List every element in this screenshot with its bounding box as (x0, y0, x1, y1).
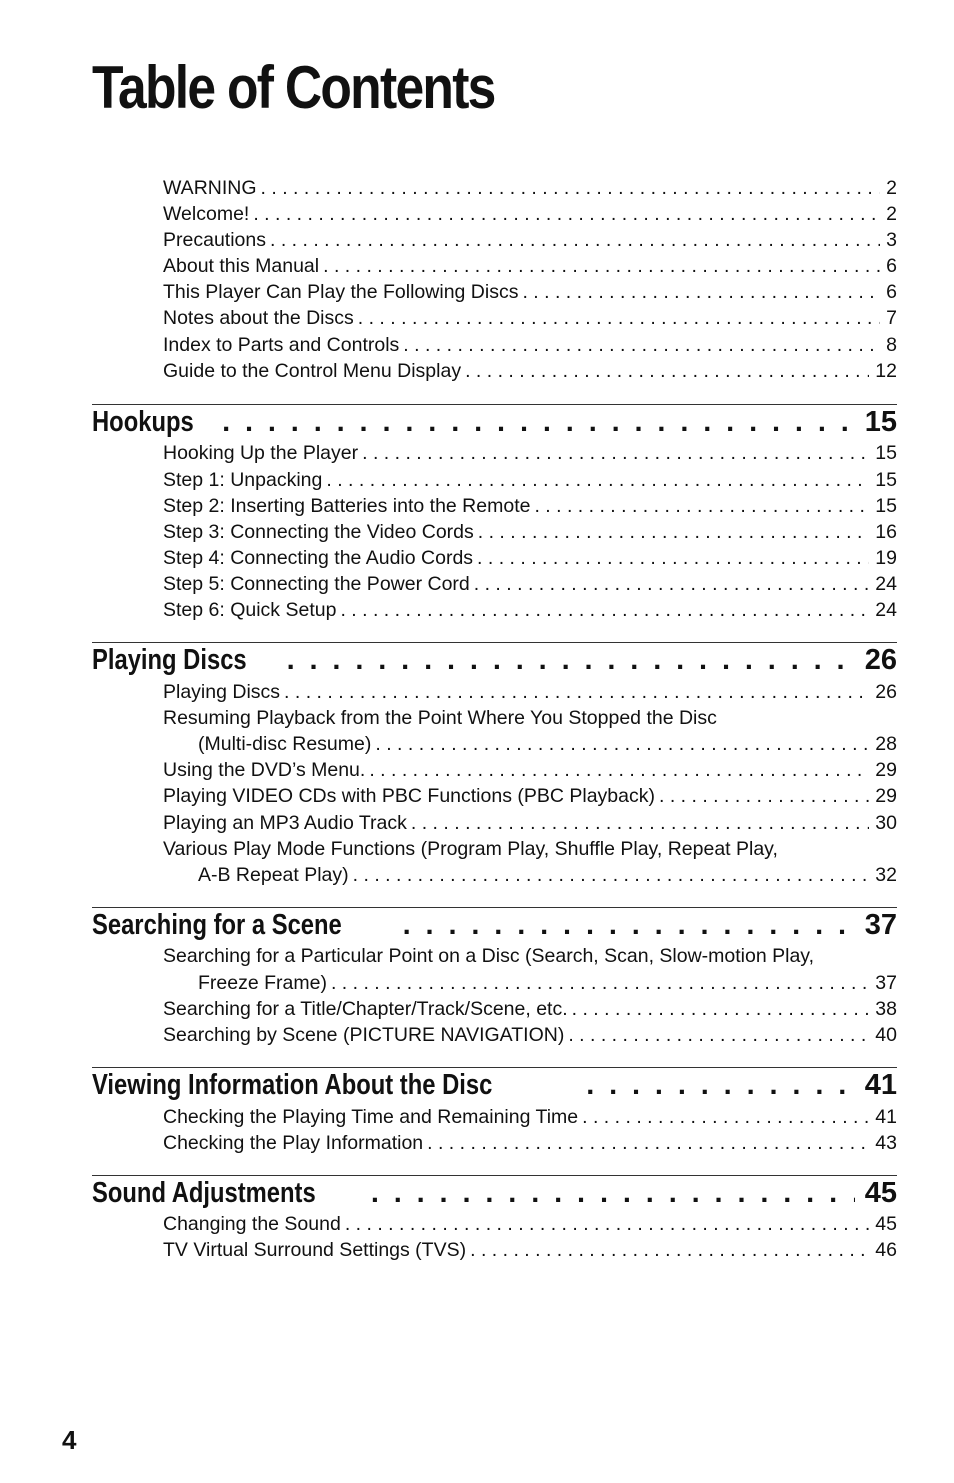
toc-entry-label: Precautions (163, 229, 266, 251)
dot-leader (280, 679, 869, 705)
section-page: 45 (864, 1177, 897, 1209)
toc-entry-label: Notes about the Discs (163, 307, 354, 329)
section-heading-viewing-information[interactable] (92, 1067, 897, 1103)
dot-leader (322, 467, 869, 493)
toc-entry-label: Checking the Play Information (163, 1132, 424, 1154)
toc-entry-label: Playing VIDEO CDs with PBC Functions (PBC Playback) (163, 785, 655, 807)
dot-leader (349, 862, 870, 888)
toc-entry[interactable] (163, 597, 897, 623)
toc-entry[interactable] (163, 493, 897, 519)
page-title: Table of Contents (92, 54, 495, 121)
toc-entry-label: Welcome! (163, 203, 250, 225)
toc-entry-label: Step 4: Connecting the Audio Cords (163, 547, 474, 569)
dot-leader (371, 731, 869, 757)
toc-entry-page: 38 (875, 998, 897, 1020)
section-heading-hookups[interactable] (92, 404, 897, 440)
section-title: Hookups (92, 406, 194, 438)
toc-entry[interactable] (163, 1237, 897, 1263)
toc-entry-label: Various Play Mode Functions (Program Play, Shuffle Play, Repeat Play, (163, 838, 778, 860)
section-title: Viewing Information About the Disc (92, 1069, 493, 1101)
toc-entry-label: Searching by Scene (PICTURE NAVIGATION) (163, 1024, 565, 1046)
dot-leader (266, 227, 880, 253)
toc-entry-label: Playing an MP3 Audio Track (163, 812, 407, 834)
dot-leader (578, 1104, 869, 1130)
dot-leader (461, 358, 869, 384)
dot-leader (407, 810, 869, 836)
toc-entry[interactable] (163, 467, 897, 493)
toc-entry[interactable] (163, 996, 897, 1022)
toc-entry-label: Freeze Frame) (198, 972, 327, 994)
toc-entry-page: 15 (875, 469, 897, 491)
section-heading-playing-discs[interactable] (92, 642, 897, 678)
toc-entry-continuation[interactable] (198, 731, 897, 757)
toc-entry[interactable] (163, 279, 897, 305)
toc-entry-page: 6 (886, 255, 897, 277)
toc-entry-page: 24 (875, 573, 897, 595)
toc-entry[interactable] (163, 1211, 897, 1237)
dot-leader (397, 907, 855, 943)
toc-entry[interactable] (163, 836, 897, 862)
section-title: Sound Adjustments (92, 1177, 316, 1209)
toc-entry[interactable] (163, 227, 897, 253)
dot-leader (365, 1175, 855, 1211)
dot-leader (336, 597, 869, 623)
section-page: 37 (864, 909, 897, 941)
dot-leader (358, 440, 869, 466)
page-number: 4 (62, 1425, 77, 1455)
dot-leader (341, 1211, 869, 1237)
toc-entry-label: About this Manual (163, 255, 320, 277)
toc-entry-label: Step 3: Connecting the Video Cords (163, 521, 474, 543)
toc-entry-page: 26 (875, 681, 897, 703)
toc-entry-page: 6 (886, 281, 897, 303)
dot-leader (354, 305, 880, 331)
toc-entry-label: Changing the Sound (163, 1213, 341, 1235)
toc-entry[interactable] (163, 783, 897, 809)
dot-leader (249, 201, 880, 227)
toc-entry-page: 16 (875, 521, 897, 543)
toc-entry-label: Hooking Up the Player (163, 442, 359, 464)
toc-entry-continuation[interactable] (198, 862, 897, 888)
section-title: Searching for a Scene (92, 909, 342, 941)
toc-entry-page: 15 (875, 495, 897, 517)
dot-leader (580, 1067, 855, 1103)
dot-leader (257, 175, 881, 201)
toc-entry[interactable] (163, 253, 897, 279)
toc-entry[interactable] (163, 201, 897, 227)
toc-entry-page: 40 (875, 1024, 897, 1046)
toc-entry-label: Index to Parts and Controls (163, 334, 400, 356)
toc-entry[interactable] (163, 757, 897, 783)
toc-entry-label: Searching for a Title/Chapter/Track/Scene, etc. (163, 998, 568, 1020)
section-heading-sound-adjustments[interactable] (92, 1175, 897, 1211)
dot-leader (518, 279, 880, 305)
dot-leader (319, 253, 880, 279)
toc-entry[interactable] (163, 810, 897, 836)
toc-entry-page: 41 (875, 1106, 897, 1128)
toc-entry-label: Searching for a Particular Point on a Disc (Search, Scan, Slow-motion Play, (163, 945, 815, 967)
toc-entry[interactable] (163, 519, 897, 545)
section-page: 41 (864, 1069, 897, 1101)
toc-entry-page: 19 (875, 547, 897, 569)
toc-entry-label: Step 1: Unpacking (163, 469, 323, 491)
toc-entry[interactable] (163, 305, 897, 331)
dot-leader (327, 970, 869, 996)
toc-entry[interactable] (163, 1022, 897, 1048)
toc-entry-label: (Multi-disc Resume) (198, 733, 372, 755)
toc-entry-label: Playing Discs (163, 681, 281, 703)
toc-entry-page: 37 (875, 972, 897, 994)
dot-leader (216, 404, 855, 440)
toc-entry[interactable] (163, 679, 897, 705)
dot-leader (423, 1130, 869, 1156)
toc-entry-page: 32 (875, 864, 897, 886)
toc-entry-page: 7 (886, 307, 897, 329)
toc-entry-page: 8 (886, 334, 897, 356)
dot-leader (473, 545, 869, 571)
toc-entry-page: 43 (875, 1132, 897, 1154)
dot-leader (568, 996, 870, 1022)
toc-entry-page: 24 (875, 599, 897, 621)
toc-entry-label: WARNING (163, 177, 257, 199)
toc-entry-page: 30 (875, 812, 897, 834)
toc-entry-page: 15 (875, 442, 897, 464)
toc-entry-label: Checking the Playing Time and Remaining Time (163, 1106, 579, 1128)
toc-entry-page: 2 (886, 203, 897, 225)
toc-entry-page: 46 (875, 1239, 897, 1261)
toc-entry[interactable] (163, 175, 897, 201)
toc-entry-page: 29 (875, 759, 897, 781)
toc-entry-label: Step 5: Connecting the Power Cord (163, 573, 470, 595)
dot-leader (655, 783, 869, 809)
toc-entry-page: 45 (875, 1213, 897, 1235)
toc-entry[interactable] (163, 1130, 897, 1156)
toc-entry[interactable] (163, 358, 897, 384)
toc-entry-continuation[interactable] (198, 970, 897, 996)
toc-entry-label: A-B Repeat Play) (198, 864, 349, 886)
dot-leader (470, 571, 870, 597)
toc-entry-page: 29 (875, 785, 897, 807)
dot-leader (564, 1022, 869, 1048)
toc-entry-label: Step 6: Quick Setup (163, 599, 337, 621)
toc-entry[interactable] (163, 1104, 897, 1130)
dot-leader (474, 519, 870, 545)
toc-entry-page: 2 (886, 177, 897, 199)
toc-entry[interactable] (163, 332, 897, 358)
toc-entry-label: Resuming Playback from the Point Where You Stopped the Disc (163, 707, 717, 729)
toc-entry-label: Step 2: Inserting Batteries into the Remote (163, 495, 531, 517)
toc-entry[interactable] (163, 943, 897, 969)
toc-entry[interactable] (163, 705, 897, 731)
dot-leader (466, 1237, 869, 1263)
dot-leader (530, 493, 869, 519)
section-heading-searching-for-a-scene[interactable] (92, 907, 897, 943)
section-page: 15 (864, 406, 897, 438)
toc-entry-label: This Player Can Play the Following Discs (163, 281, 519, 303)
toc-entry-label: Using the DVD’s Menu. (163, 759, 366, 781)
section-title: Playing Discs (92, 644, 247, 676)
section-page: 26 (864, 644, 897, 676)
dot-leader (399, 332, 880, 358)
toc-entry[interactable] (163, 571, 897, 597)
toc-entry-label: TV Virtual Surround Settings (TVS) (163, 1239, 467, 1261)
toc-entry-label: Guide to the Control Menu Display (163, 360, 462, 382)
toc-entry-page: 28 (875, 733, 897, 755)
toc-entry[interactable] (163, 440, 897, 466)
toc-entry-page: 12 (875, 360, 897, 382)
dot-leader (365, 757, 869, 783)
toc-entry[interactable] (163, 545, 897, 571)
toc-entry-page: 3 (886, 229, 897, 251)
dot-leader (281, 642, 855, 678)
